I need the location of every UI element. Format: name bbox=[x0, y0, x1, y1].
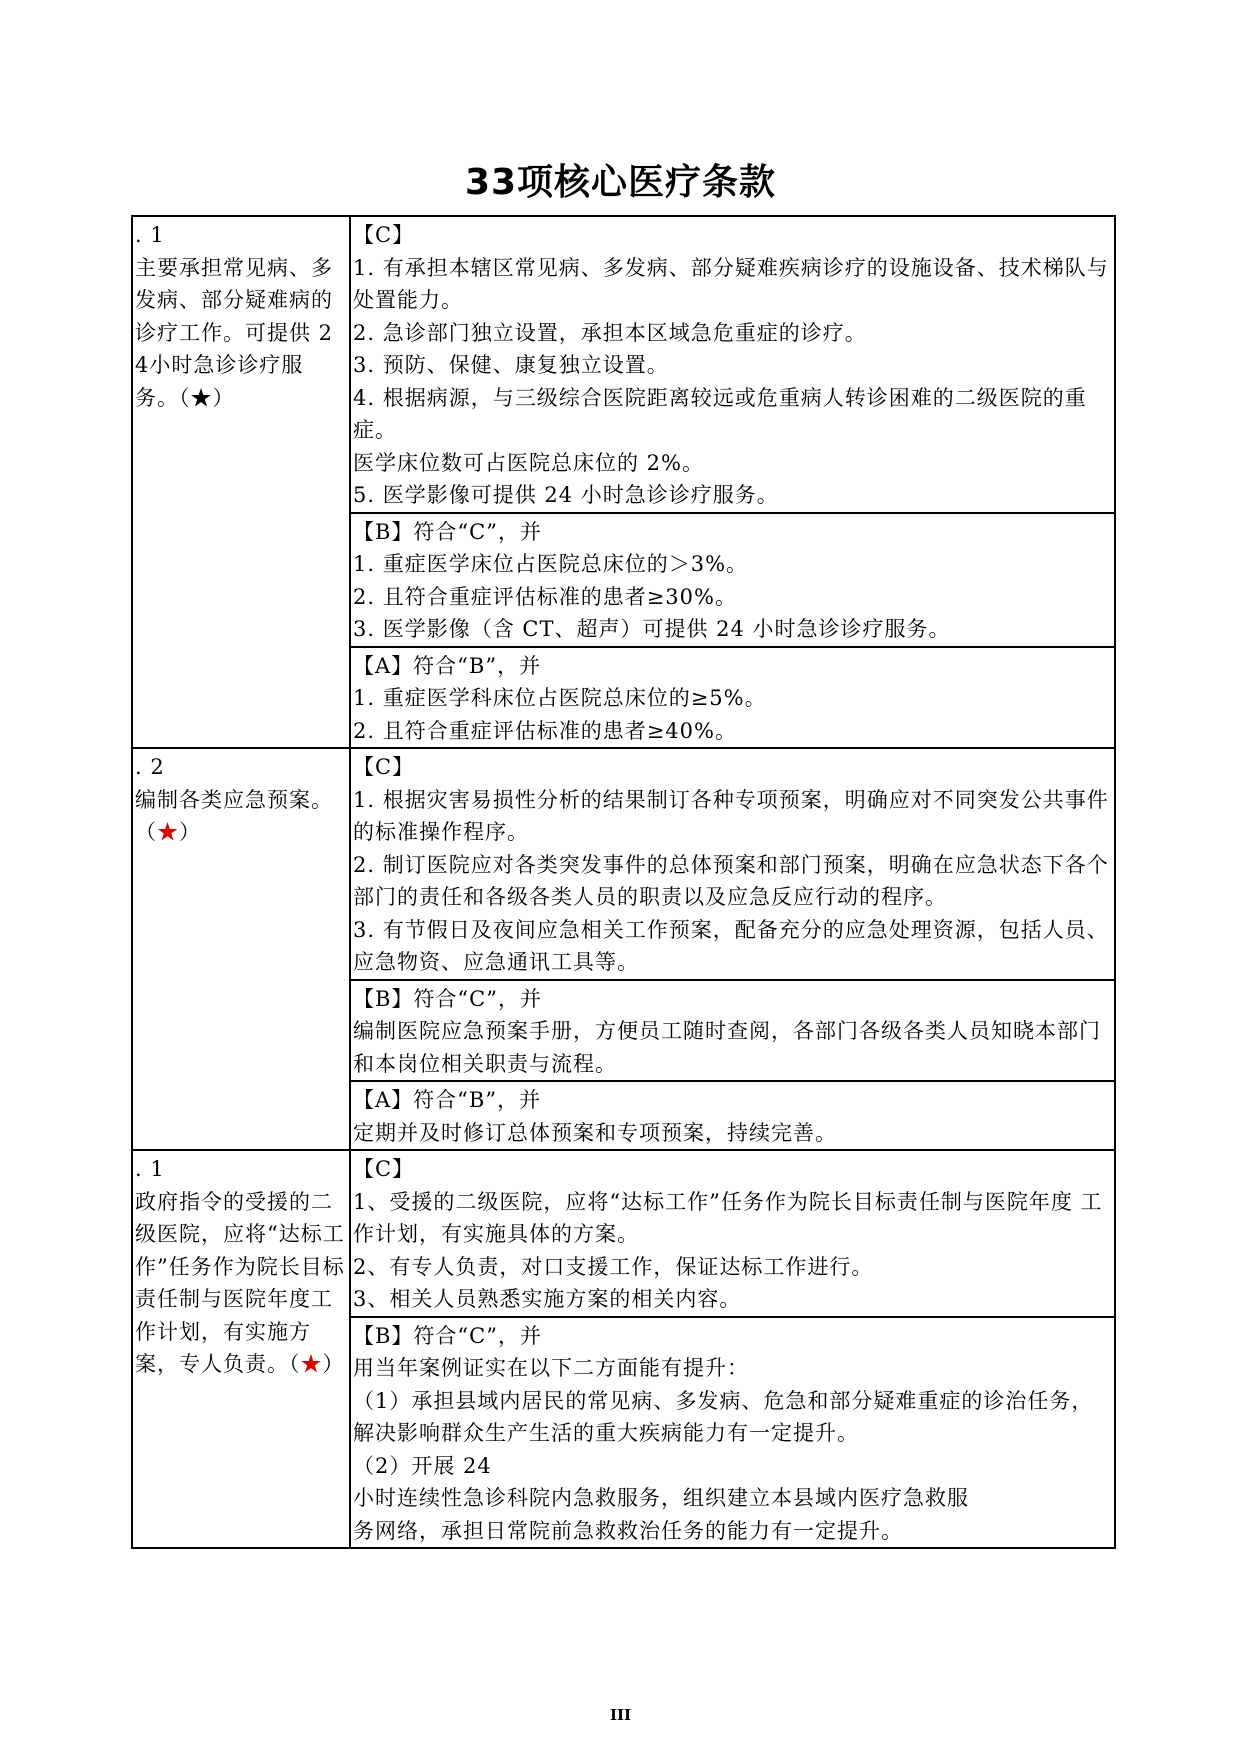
item-number: . 2 bbox=[135, 755, 165, 779]
item-number: . 1 bbox=[135, 1157, 165, 1181]
grade-heading: 【B】符合“C”，并 bbox=[353, 519, 542, 544]
criteria-line: 3. 预防、保健、康复独立设置。 bbox=[353, 353, 669, 377]
grade-heading: 【A】符合“B”，并 bbox=[353, 653, 542, 678]
criteria-line: 1. 根据灾害易损性分析的结果制订各种专项预案，明确应对不同突发公共事件 的标准操作程序。 bbox=[353, 787, 1109, 844]
criteria-table bbox=[131, 215, 1116, 1549]
criteria-line: 2. 且符合重症评估标准的患者≥30%。 bbox=[353, 584, 737, 609]
grade-heading: 【C】 bbox=[353, 755, 415, 779]
grade-criteria-cell bbox=[350, 513, 1115, 647]
grade-criteria-cell bbox=[350, 647, 1115, 749]
criteria-line: 2. 制订医院应对各类突发事件的总体预案和部门预案，明确在应急状态下各个 bbox=[353, 852, 1109, 877]
criteria-line: 3、相关人员熟悉实施方案的相关内容。 bbox=[353, 1287, 742, 1311]
criteria-line: 3. 有节假日及夜间应急相关工作预案，配备充分的应急处理资源，包括人员、 应急物资、应急通讯工具等。 bbox=[353, 917, 1109, 974]
page-number: III bbox=[609, 1706, 632, 1724]
grade-criteria-cell bbox=[350, 748, 1115, 980]
criteria-line: 2. 急诊部门独立设置，承担本区域急危重症的诊疗。 bbox=[353, 320, 867, 345]
criteria-line: 1. 有承担本辖区常见病、多发病、部分疑难疾病诊疗的设施设备、技术梯队与 处置能力。 bbox=[353, 255, 1109, 312]
grade-heading: 【C】 bbox=[353, 223, 415, 247]
criteria-line: 1、受援的二级医院，应将“达标工作”任务作为院长目标责任制与医院年度 工作计划，有实施具体的方案。 bbox=[353, 1189, 1103, 1246]
item-description-cell bbox=[132, 748, 350, 1150]
description-text: 主要承担常见病、多发病、部分疑难病的诊疗工作。可提供 24小时急诊诊疗服务。（★） bbox=[135, 255, 334, 410]
page-title: 33项核心医疗条款 bbox=[464, 162, 777, 203]
criteria-line: 2. 且符合重症评估标准的患者≥40%。 bbox=[353, 718, 737, 743]
grade-criteria-cell bbox=[350, 980, 1115, 1082]
criteria-line: 医学床位数可占医院总床位的 2%。 bbox=[353, 450, 704, 475]
criteria-line: 1. 重症医学科床位占医院总床位的≥5%。 bbox=[353, 686, 767, 710]
criteria-line: 编制医院应急预案手册，方便员工随时查阅，各部门各级各类人员知晓本部门 和本岗位相关职责与流程。 bbox=[353, 1019, 1101, 1076]
star-marker: ★ bbox=[157, 820, 179, 844]
criteria-line: （2）开展 24 bbox=[353, 1453, 492, 1478]
item-description bbox=[135, 256, 333, 410]
grade-criteria-cell bbox=[350, 1081, 1115, 1150]
item-description-cell bbox=[132, 216, 350, 748]
table-row bbox=[132, 748, 1115, 980]
grade-criteria-cell bbox=[350, 1150, 1115, 1317]
item-number: . 1 bbox=[135, 223, 165, 247]
criteria-line: 部门的责任和各级各类人员的职责以及应急反应行动的程序。 bbox=[353, 885, 947, 909]
criteria-line: 小时连续性急诊科院内急救服务，组织建立本县域内医疗急救服 bbox=[353, 1486, 969, 1510]
description-text: 政府指令的受援的二级医院，应将“达标工作”任务作为院长目标责任制与医院年度工作计划，有实施方案，专人负责。（ bbox=[135, 1189, 345, 1376]
criteria-line: （1）承担县域内居民的常见病、多发病、危急和部分疑难重症的诊治任务， 解决影响群众生产生活的重大疾病能力有一定提升。 bbox=[353, 1388, 1094, 1445]
description-text: 编制各类应急预案。（ bbox=[135, 787, 333, 844]
criteria-line: 2、有专人负责，对口支援工作，保证达标工作进行。 bbox=[353, 1254, 874, 1279]
grade-heading: 【B】符合“C”，并 bbox=[353, 986, 542, 1011]
item-description bbox=[135, 1190, 345, 1377]
criteria-line: 4. 根据病源，与三级综合医院距离较远或危重病人转诊困难的二级医院的重症。 bbox=[353, 385, 1087, 442]
description-text: ） bbox=[179, 820, 201, 844]
item-description-cell bbox=[132, 1150, 350, 1548]
item-description bbox=[135, 788, 333, 845]
grade-criteria-cell bbox=[350, 1317, 1115, 1549]
table-row bbox=[132, 1150, 1115, 1317]
grade-heading: 【C】 bbox=[353, 1157, 415, 1181]
criteria-line: 用当年案例证实在以下二方面能有提升： bbox=[353, 1356, 749, 1380]
grade-heading: 【B】符合“C”，并 bbox=[353, 1323, 542, 1348]
table-row bbox=[132, 216, 1115, 513]
description-text: ） bbox=[322, 1352, 345, 1376]
criteria-line: 务网络，承担日常院前急救救治任务的能力有一定提升。 bbox=[353, 1518, 903, 1543]
criteria-line: 定期并及时修订总体预案和专项预案，持续完善。 bbox=[353, 1120, 837, 1145]
star-marker: ★ bbox=[300, 1352, 323, 1376]
criteria-line: 5. 医学影像可提供 24 小时急诊诊疗服务。 bbox=[353, 483, 779, 507]
grade-criteria-cell bbox=[350, 216, 1115, 513]
grade-heading: 【A】符合“B”，并 bbox=[353, 1088, 542, 1112]
criteria-line: 1. 重症医学床位占医院总床位的＞3%。 bbox=[353, 552, 749, 576]
criteria-line: 3. 医学影像（含 CT、超声）可提供 24 小时急诊诊疗服务。 bbox=[353, 617, 951, 641]
